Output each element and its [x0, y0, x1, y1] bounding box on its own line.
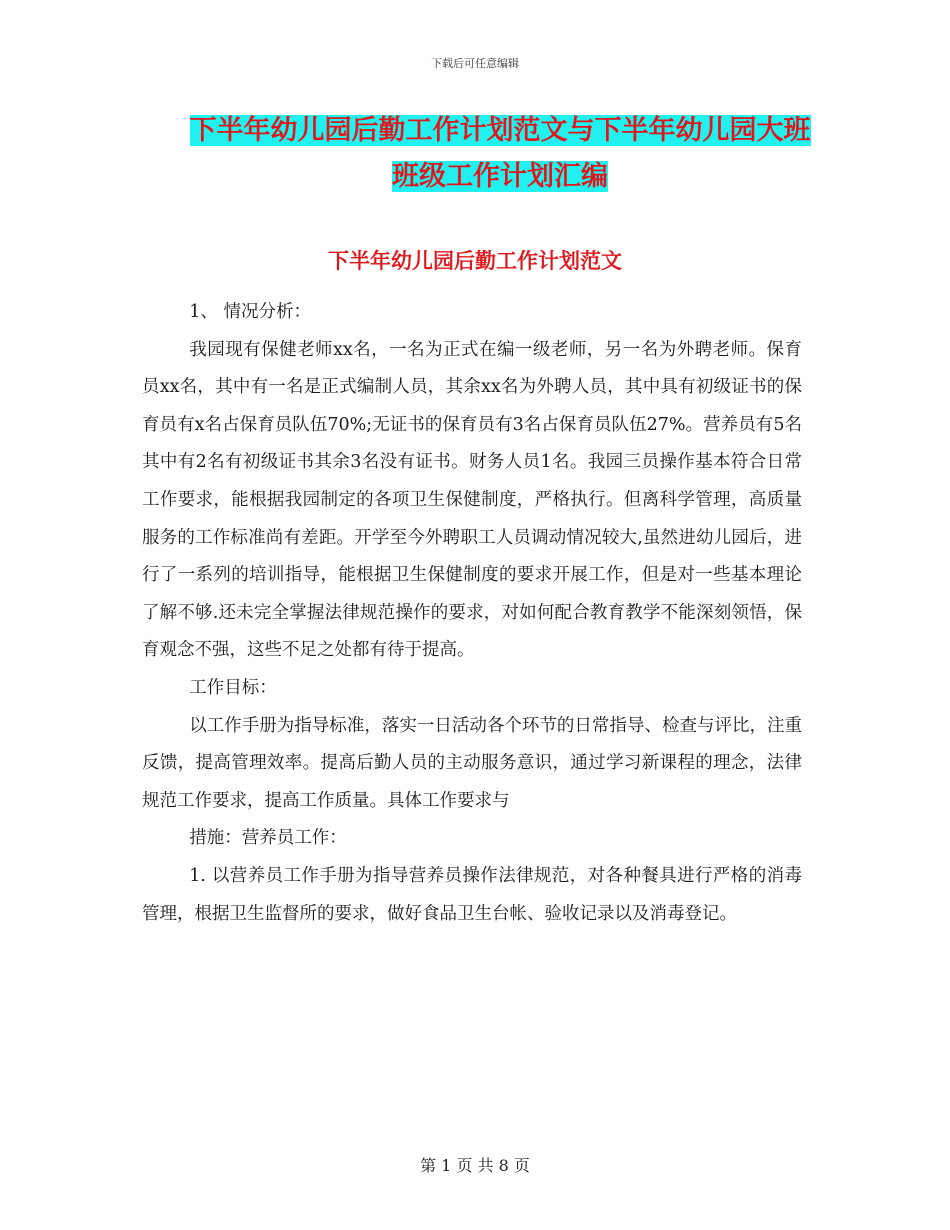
- paragraph-measure-1: 1. 以营养员工作手册为指导营养员操作法律规范，对各种餐具进行严格的消毒管理，根据卫生监督所的要求，做好食品卫生台帐、验收记录以及消毒登记。: [142, 865, 802, 924]
- document-body: [142, 294, 802, 933]
- page-footer: 第 1 页 共 8 页: [420, 1156, 530, 1175]
- document-title-line-2: 班级工作计划汇编: [392, 161, 608, 192]
- paragraph-measures-heading: 措施：营养员工作：: [189, 828, 347, 849]
- paragraph-situation-heading: 1、 情况分析：: [189, 302, 311, 322]
- document-title-line-1: 下半年幼儿园后勤工作计划范文与下半年幼儿园大班: [189, 115, 811, 146]
- header-note: 下载后可任意编辑: [431, 57, 519, 70]
- document-title: [150, 108, 850, 200]
- section-title: 下半年幼儿园后勤工作计划范文: [328, 249, 622, 273]
- paragraph-situation: 我园现有保健老师xx名，一名为正式在编一级老师，另一名为外聘老师。保育员xx名，其中有一名是正式编制人员，其余xx名为外聘人员，其中具有初级证书的保育员有x名占保育员队伍70%;无证书的保育员有3名占保育员队伍27%。营养员有5名其中有2名有初级证书其余3名没有证书。财务人员1名。我园三员操作基本符合日常工作要求，能根据我园制定的各项卫生保健制度，严格执行。但离科学管理，高质量服务的工作标准尚有差距。开学至今外聘职工人员调动情况较大,虽然进幼儿园后，进行了一系列的培训指导，能根据卫生保健制度的要求开展工作，但是对一些基本理论了解不够.还未完全掌握法律规范操作的要求，对如何配合教育教学不能深刻领悟，保育观念不强，这些不足之处都有待于提高。: [142, 339, 802, 661]
- paragraph-goal: 以工作手册为指导标准，落实一日活动各个环节的日常指导、检查与评比，注重反馈，提高管理效率。提高后勤人员的主动服务意识，通过学习新课程的理念，法律规范工作要求，提高工作质量。具体工作要求与: [142, 715, 802, 811]
- paragraph-goal-heading: 工作目标：: [189, 677, 277, 698]
